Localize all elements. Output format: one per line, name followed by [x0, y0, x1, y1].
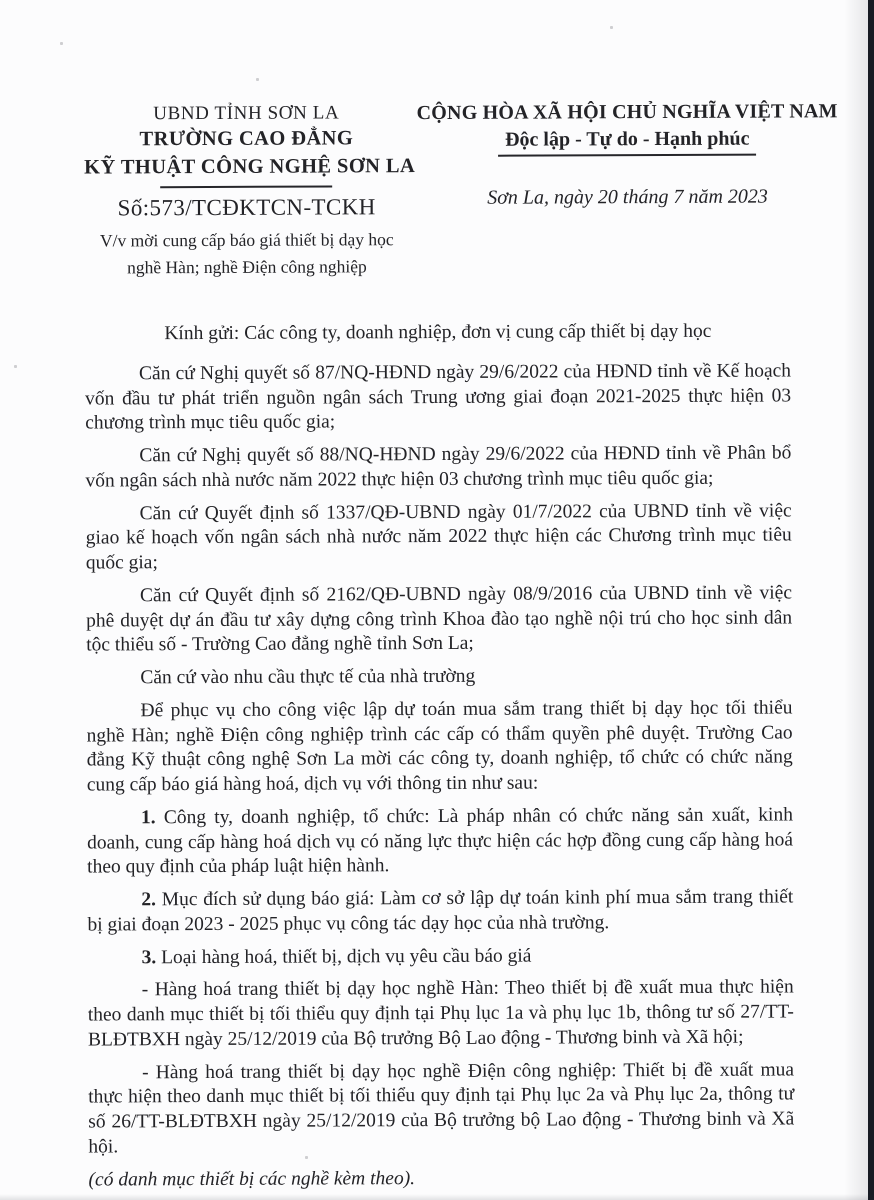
body-paragraph: Để phục vụ cho công việc lập dự toán mua sắm trang thiết bị dạy học tối thiểu nghề Hàn; nghề Điện công nghiệp trình các cấp có thẩm quyền phê duyệt. Trường Cao đẳng Kỹ thuật công nghệ Sơn La mời các công ty, doanh nghiệp, tổ chức có chức năng cung cấp báo giá hàng hoá, dịch vụ với thông tin như sau:	[86, 697, 793, 796]
national-title: CỘNG HÒA XÃ HỘI CHỦ NGHĨA VIỆT NAM	[416, 100, 838, 125]
attachment-note: (có danh mục thiết bị các nghề kèm theo).	[88, 1167, 416, 1191]
authority-parent-name: UBND TỈNH SƠN LA	[153, 102, 340, 125]
school-name-line2: KỸ THUẬT CÔNG NGHỆ SƠN LA	[84, 155, 416, 179]
salutation-line: Kính gửi: Các công ty, doanh nghiệp, đơn vị cung cấp thiết bị dạy học	[164, 320, 712, 344]
bullet-paragraph-electrical: - Hàng hoá trang thiết bị dạy học nghề Điện công nghiệp: Thiết bị đề xuất mua thực hiện theo danh mục thiết bị tối thiểu quy định tại Phụ lục 2a và Phụ lục 2a, thông tư số 26/TT-BLĐTBXH ngày 25/12/2019 của Bộ trưởng bộ Lao động - Thương binh và Xã hội.	[88, 1059, 795, 1158]
paragraph-number: 2.	[141, 889, 156, 911]
document-subject-line1: V/v mời cung cấp báo giá thiết bị dạy học	[99, 228, 394, 251]
body-paragraph: Căn cứ Nghị quyết số 88/NQ-HĐND ngày 29/6/2022 của HĐND tỉnh về Phân bổ vốn ngân sách nhà nước năm 2022 thực hiện 03 chương trình mục tiêu quốc gia;	[85, 442, 792, 492]
issuing-authority-block	[84, 102, 416, 281]
national-motto-block	[409, 100, 839, 210]
document-body	[85, 320, 795, 1193]
school-name-line1: TRƯỜNG CAO ĐẲNG	[139, 127, 354, 151]
header-left-divider	[161, 185, 333, 188]
numbered-paragraph-3	[88, 943, 794, 971]
document-subject-line2: nghề Hàn; nghề Điện công nghiệp	[127, 255, 367, 278]
document-number: Số:573/TCĐKTCN-TCKH	[117, 193, 376, 220]
header-right-divider	[498, 154, 756, 157]
place-date-line: Sơn La, ngày 20 tháng 7 năm 2023	[487, 185, 768, 209]
numbered-paragraph-2	[87, 886, 793, 939]
paragraph-number: 3.	[141, 946, 157, 968]
document-header	[84, 100, 838, 281]
paragraph-text: Mục đích sử dụng báo giá: Làm cơ sở lập dự toán kinh phí mua sắm trang thiết bị giai đoạn 2023 - 2025 phục vụ công tác dạy học của nhà trường.	[87, 886, 794, 936]
body-paragraph: Căn cứ Quyết định số 2162/QĐ-UBND ngày 08/9/2016 của UBND tỉnh về việc phê duyệt dự án đầu tư xây dựng công trình Khoa đào tạo nghề nội trú cho học sinh dân tộc thiểu số - Trường Cao đẳng nghề tỉnh Sơn La;	[86, 582, 793, 656]
body-paragraph: Căn cứ Quyết định số 1337/QĐ-UBND ngày 01/7/2022 của UBND tỉnh về việc giao kế hoạch vốn ngân sách nhà nước năm 2022 thực hiện các Chương trình mục tiêu quốc gia;	[85, 500, 792, 574]
numbered-paragraph-1	[87, 803, 793, 880]
bullet-paragraph-welding: - Hàng hoá trang thiết bị dạy học nghề Hàn: Theo thiết bị đề xuất mua thực hiện theo danh mục thiết bị tối thiểu quy định tại Phụ lục 1a và phụ lục 1b, thông tư số 27/TT-BLĐTBXH ngày 25/12/2019 của Bộ trưởng Bộ Lao động - Thương binh và Xã hội;	[87, 976, 794, 1051]
paragraph-text: Loại hàng hoá, thiết bị, dịch vụ yêu cầu báo giá	[161, 945, 532, 968]
national-motto: Độc lập - Tự do - Hạnh phúc	[505, 127, 750, 151]
paragraph-number: 1.	[140, 807, 156, 829]
body-paragraph: Căn cứ vào nhu cầu thực tế của nhà trường	[140, 665, 476, 689]
body-paragraph: Căn cứ Nghị quyết số 87/NQ-HĐND ngày 29/6/2022 của HĐND tỉnh về Kế hoạch vốn đầu tư phát triển nguồn ngân sách Trung ương giai đoạn 2021-2025 thực hiện 03 chương trình mục tiêu quốc gia;	[85, 360, 792, 434]
paragraph-text: Công ty, doanh nghiệp, tổ chức: Là pháp nhân có chức năng sản xuất, kinh doanh, cung cấp hàng hoá dịch vụ có năng lực thực hiện các hợp đồng cung cấp hàng hoá theo quy định của pháp luật hiện hành.	[87, 804, 794, 878]
